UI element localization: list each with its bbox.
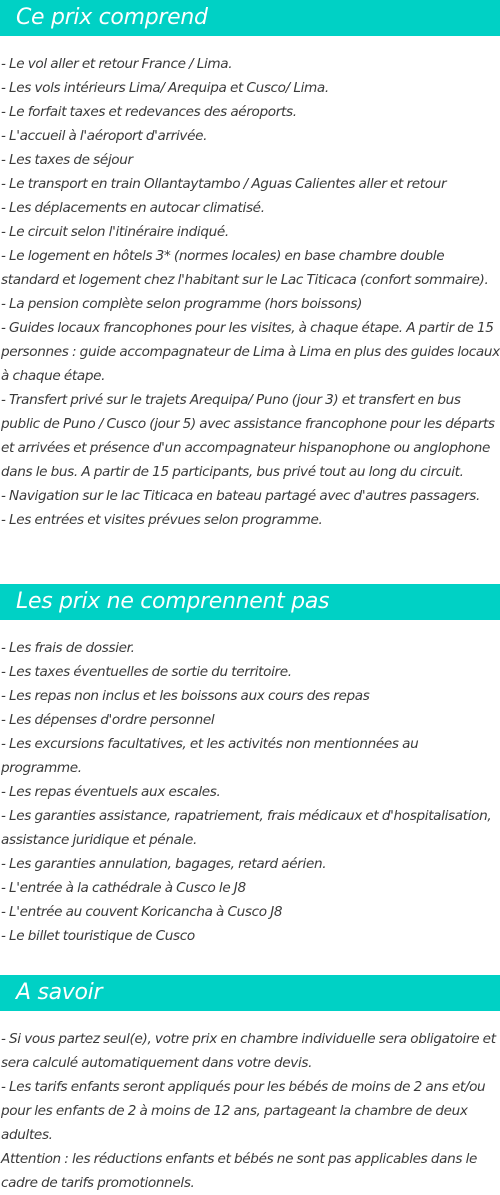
list-item: - Le forfait taxes et redevances des aéroports. (1, 104, 297, 120)
section-title: Les prix ne comprennent pas (0, 584, 500, 620)
list-item: - L'accueil à l'aéroport d'arrivée. (1, 128, 208, 144)
list-item: - La pension complète selon programme (hors boissons) (1, 296, 363, 312)
section-good-to-know (0, 975, 500, 1195)
list-item: - Le billet touristique de Cusco (1, 928, 195, 944)
list-item: - L'entrée à la cathédrale à Cusco le J8 (1, 880, 246, 896)
list-item: - Les déplacements en autocar climatisé. (1, 200, 265, 216)
list-item: - Les entrées et visites prévues selon programme. (1, 512, 323, 528)
list-item: - L'entrée au couvent Koricancha à Cusco J8 (1, 904, 283, 920)
included-list (0, 36, 500, 532)
list-item: - Les garanties assistance, rapatriement, frais médicaux et d'hospitalisation, assistance juridique et pénale. (1, 808, 492, 848)
list-item: - Les repas éventuels aux escales. (1, 784, 221, 800)
list-item: - Guides locaux francophones pour les visites, à chaque étape. A partir de 15 personnes : guide accompagnateur de Lima à Lima en plus des guides locaux à chaque étape. (1, 320, 500, 384)
list-item: - Les tarifs enfants seront appliqués pour les bébés de moins de 2 ans et/ou pour les enfants de 2 à moins de 12 ans, partageant la chambre de deux adultes. (1, 1079, 486, 1143)
section-included (0, 0, 500, 532)
list-item: - Les garanties annulation, bagages, retard aérien. (1, 856, 327, 872)
list-item: - Le circuit selon l'itinéraire indiqué. (1, 224, 229, 240)
list-item: - Transfert privé sur le trajets Arequipa/ Puno (jour 3) et transfert en bus public de Puno / Cusco (jour 5) avec assistance francophone pour les départs et arrivées et présence d'un accompagnateur hispanophone ou anglophone dans le bus. A partir de 15 participants, bus privé tout au long du circuit. (1, 392, 495, 480)
list-item: - Le transport en train Ollantaytambo / Aguas Calientes aller et retour (1, 176, 447, 192)
list-item: - Les excursions facultatives, et les activités non mentionnées au programme. (1, 736, 419, 776)
good-to-know-list (0, 1011, 500, 1195)
not-included-list (0, 620, 500, 948)
list-item: - Les dépenses d'ordre personnel (1, 712, 215, 728)
section-not-included (0, 584, 500, 948)
list-item: - Le logement en hôtels 3* (normes locales) en base chambre double standard et logement chez l'habitant sur le Lac Titicaca (confort sommaire). (1, 248, 489, 288)
section-title: Ce prix comprend (0, 0, 500, 36)
list-item: - Le vol aller et retour France / Lima. (1, 56, 233, 72)
section-title: A savoir (0, 975, 500, 1011)
list-item: - Les vols intérieurs Lima/ Arequipa et Cusco/ Lima. (1, 80, 329, 96)
list-item: - Les repas non inclus et les boissons aux cours des repas (1, 688, 370, 704)
list-item: - Les frais de dossier. (1, 640, 135, 656)
list-item: - Les taxes éventuelles de sortie du territoire. (1, 664, 292, 680)
list-item: - Les taxes de séjour (1, 152, 133, 168)
list-item: - Navigation sur le lac Titicaca en bateau partagé avec d'autres passagers. (1, 488, 480, 504)
list-item: Attention : les réductions enfants et bébés ne sont pas applicables dans le cadre de tarifs promotionnels. (1, 1151, 478, 1191)
list-item: - Si vous partez seul(e), votre prix en chambre individuelle sera obligatoire et sera calculé automatiquement dans votre devis. (1, 1031, 496, 1071)
